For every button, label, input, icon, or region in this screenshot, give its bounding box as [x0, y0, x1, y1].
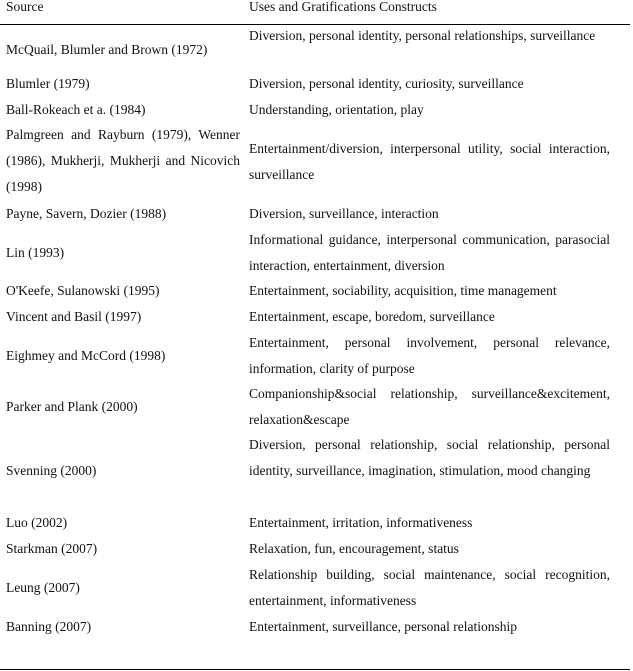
row-source-8: Eighmey and McCord (1998) [6, 348, 166, 363]
row-constructs-1: Diversion, personal identity, curiosity, surveillance [249, 76, 524, 91]
row-source-5: Lin (1993) [6, 245, 65, 260]
row-constructs-4: Diversion, surveillance, interaction [249, 206, 439, 221]
row-constructs-12: Relaxation, fun, encouragement, status [249, 541, 459, 556]
row-constructs-9: Companionship&social relationship, surveillance&excitement, relaxation&escape [249, 386, 610, 427]
row-source-11: Luo (2002) [6, 515, 68, 530]
row-constructs-6: Entertainment, sociability, acquisition, time management [249, 283, 557, 298]
row-constructs-2: Understanding, orientation, play [249, 102, 424, 117]
row-constructs-13: Relationship building, social maintenance, social recognition, entertainment, informativeness [249, 567, 610, 608]
row-constructs-11: Entertainment, irritation, informativeness [249, 515, 473, 530]
row-source-14: Banning (2007) [6, 619, 92, 634]
row-source-12: Starkman (2007) [6, 541, 98, 556]
row-source-7: Vincent and Basil (1997) [6, 309, 142, 324]
table-bottom-rule [0, 669, 630, 670]
row-constructs-10: Diversion, personal relationship, social relationship, personal identity, surveillance, imagination, stimulation, mood changing [249, 437, 610, 478]
row-constructs-14: Entertainment, surveillance, personal relationship [249, 619, 518, 634]
row-source-0: McQuail, Blumler and Brown (1972) [6, 42, 208, 57]
row-source-13: Leung (2007) [6, 580, 80, 595]
table-header [0, 0, 630, 25]
row-source-2: Ball-Rokeach et a. (1984) [6, 102, 146, 117]
row-constructs-5: Informational guidance, interpersonal communication, parasocial interaction, entertainment, diversion [249, 232, 610, 273]
row-constructs-8: Entertainment, personal involvement, personal relevance, information, clarity of purpose [249, 335, 610, 376]
row-source-4: Payne, Savern, Dozier (1988) [6, 206, 167, 221]
row-constructs-3: Entertainment/diversion, interpersonal utility, social interaction, surveillance [249, 141, 610, 182]
row-source-3: Palmgreen and Rayburn (1979), Wenner (1986), Mukherji, Mukherji and Nicovich (1998) [6, 127, 240, 194]
header-constructs: Uses and Gratifications Constructs [249, 0, 437, 14]
row-source-10: Svenning (2000) [6, 463, 97, 478]
row-constructs-7: Entertainment, escape, boredom, surveillance [249, 309, 495, 324]
row-source-1: Blumler (1979) [6, 76, 90, 91]
row-constructs-0: Diversion, personal identity, personal relationships, surveillance [249, 28, 596, 43]
row-source-6: O'Keefe, Sulanowski (1995) [6, 283, 160, 298]
header-source: Source [6, 0, 44, 14]
row-source-9: Parker and Plank (2000) [6, 399, 138, 414]
